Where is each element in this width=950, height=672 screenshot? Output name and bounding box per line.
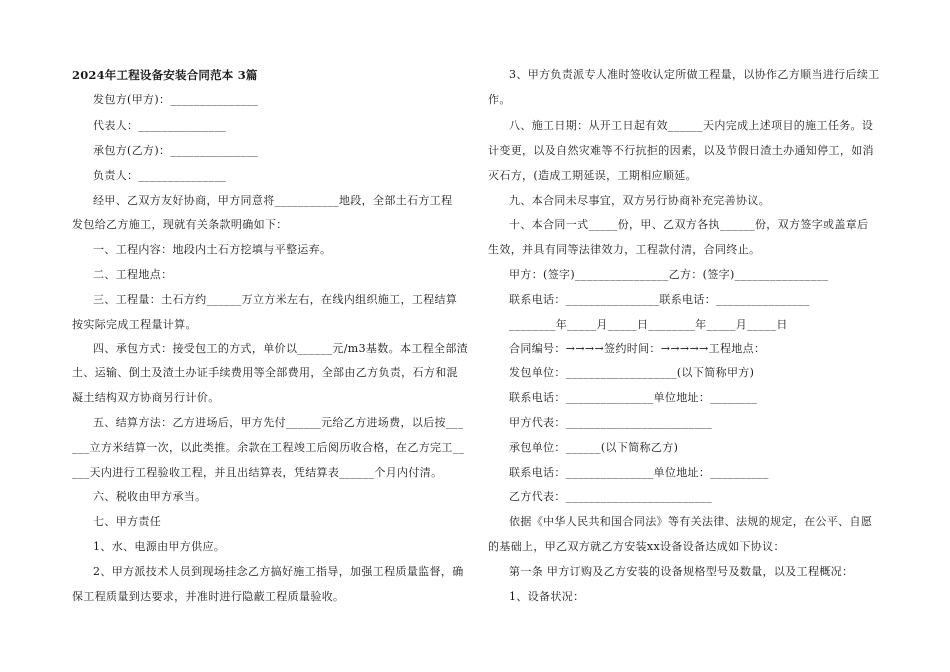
paragraph-line: 按实际完成工程量计算。 xyxy=(72,318,197,331)
paragraph-line: 生效，并具有同等法律效力，工程款付清，合同终止。 xyxy=(488,243,761,256)
field-contractor: 发包方(甲方)：_______________ xyxy=(93,93,259,106)
clause-1: 一、工程内容：地段内土石方挖填与平整运弃。 xyxy=(93,243,332,256)
phone-line: 联系电话：________________联系电话：________________ xyxy=(509,293,810,306)
contract-info-line: 合同编号：→→→→签约时间：→→→→→工程地点： xyxy=(509,342,766,355)
clause-8: 八、施工日期：从开工日起有效______天内完成上述项目的施工任务。设 xyxy=(509,119,874,132)
paragraph-line: ___天内进行工程验收工程，并且出结算表，凭结算表______个月内付清。 xyxy=(72,466,443,479)
paragraph-line: 土、运输、倒土及渣土办证手续费用等全部费用，全部由乙方负责，石方和混 xyxy=(72,366,458,379)
clause-7-item-1: 1、水、电源由甲方供应。 xyxy=(93,540,226,553)
document-title: 2024年工程设备安装合同范本 3篇 xyxy=(72,68,258,82)
paragraph-line: ___立方米结算一次，以此类推。余款在工程竣工后阅历收合格，在乙方完工__ xyxy=(72,441,465,454)
date-line: ________年_____月_____日________年_____月_____日 xyxy=(509,318,788,331)
field-party-a-rep: 甲方代表：_________________________ xyxy=(509,416,712,429)
field-phone-address: 联系电话：_______________单位地址：__________ xyxy=(509,466,769,479)
preamble: 依据《中华人民共和国合同法》等有关法律、法规的规定，在公平、自愿 xyxy=(509,515,873,528)
field-issuing-unit: 发包单位：___________________(以下简称甲方) xyxy=(509,366,755,379)
field-party-b-rep: 乙方代表：_________________________ xyxy=(509,490,712,503)
clause-3: 三、工程量：土石方约______万立方米左右，在线内组织施工，工程结算 xyxy=(93,293,458,306)
paragraph-line: 保工程质量到达要求，并准时进行隐蔽工程质量验收。 xyxy=(72,590,345,603)
article-1: 第一条 甲方订购及乙方安装的设备规格型号及数量，以及工程概况： xyxy=(509,565,854,578)
field-subcontractor: 承包方(乙方)：_______________ xyxy=(93,144,259,157)
paragraph-line: 灭石方，(造成工期延误，工期相应顺延。 xyxy=(488,169,697,182)
clause-7-item-2: 2、甲方派技术人员到现场挂念乙方搞好施工指导，加强工程质量监督，确 xyxy=(93,565,464,578)
clause-5: 五、结算方法：乙方进场后，甲方先付______元给乙方进场费，以后按___ xyxy=(93,416,464,429)
paragraph-line: 经甲、乙双方友好协商，甲方同意将___________地段，全部土石方工程 xyxy=(93,194,453,207)
clause-4: 四、承包方式：接受包工的方式，单价以______元/m3基数。本工程全部渣 xyxy=(93,342,469,355)
signature-line: 甲方：(签字)________________乙方：(签字)________________ xyxy=(509,268,829,281)
paragraph-line: 作。 xyxy=(488,93,511,106)
clause-9: 九、本合同未尽事宜，双方另行协商补充完善协议。 xyxy=(509,194,771,207)
article-1-item-1: 1、设备状况： xyxy=(509,590,585,603)
field-phone-address: 联系电话：_______________单位地址：________ xyxy=(509,391,758,404)
paragraph-line: 计变更，以及自然灾难等不行抗拒的因素，以及节假日渣土办通知停工，如消 xyxy=(488,144,874,157)
field-responsible-person: 负责人：_______________ xyxy=(93,169,227,182)
paragraph-line: 发包给乙方施工，现就有关条款明确如下： xyxy=(72,218,288,231)
paragraph-line: 的基础上，甲乙双方就乙方安装xx设备设备达成如下协议： xyxy=(488,540,785,553)
clause-2: 二、工程地点： xyxy=(93,268,173,281)
clause-6: 六、税收由甲方承当。 xyxy=(93,490,207,503)
field-contracting-unit: 承包单位：______(以下简称乙方) xyxy=(509,441,679,454)
paragraph-line: 凝土结构双方协商另行计价。 xyxy=(72,391,220,404)
clause-7-item-3: 3、甲方负责派专人准时签收认定所做工程量，以协作乙方顺当进行后续工 xyxy=(509,68,880,81)
field-representative: 代表人：_______________ xyxy=(93,119,227,132)
clause-7-heading: 七、甲方责任 xyxy=(93,515,162,528)
clause-10: 十、本合同一式_____份，甲、乙双方各执______份，双方签字或盖章后 xyxy=(509,218,869,231)
